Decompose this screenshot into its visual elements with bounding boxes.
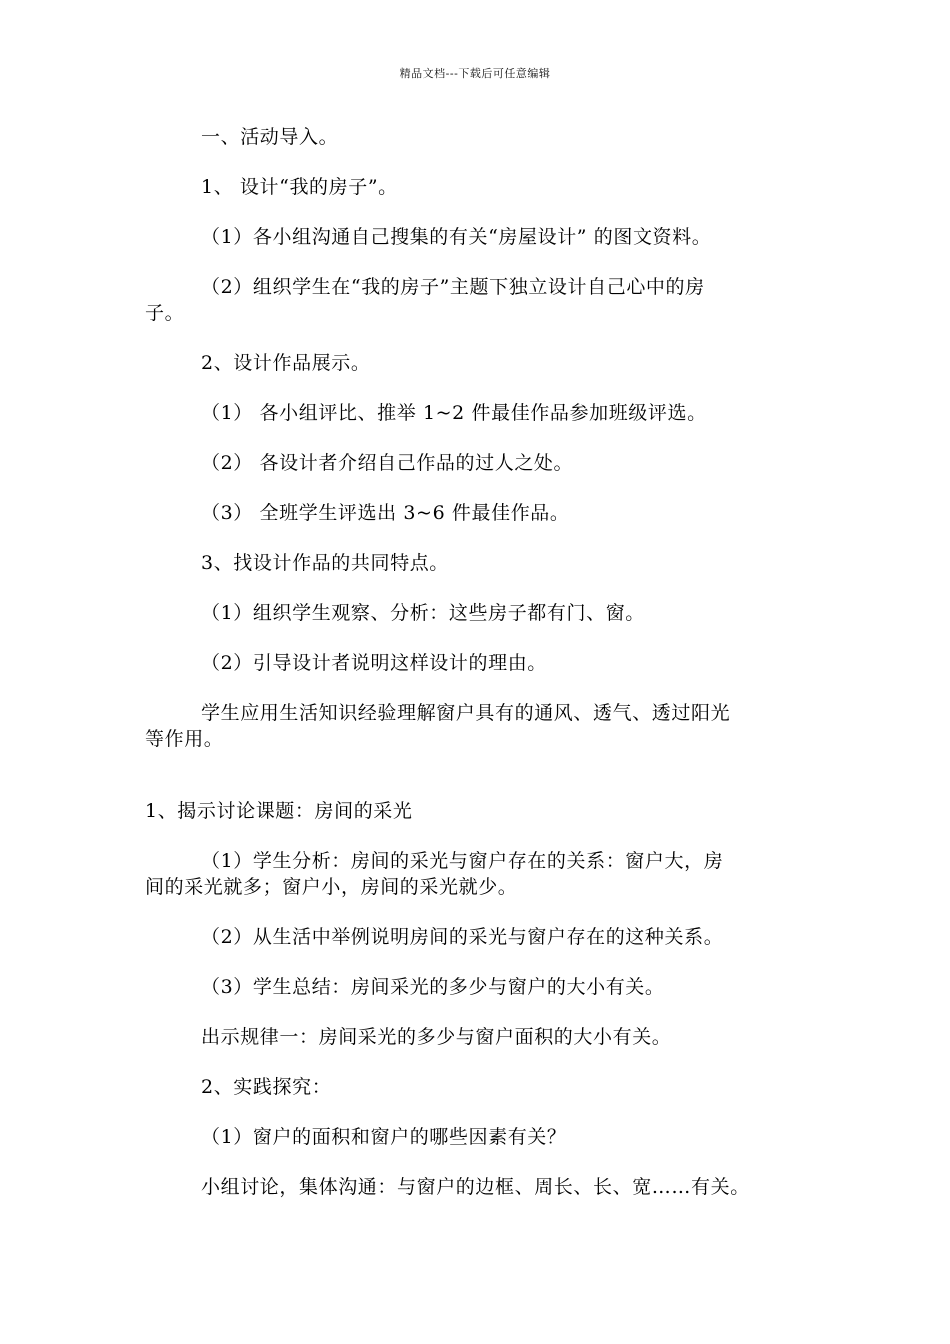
sub-item-2: （2）从生活中举例说明房间的采光与窗户存在的这种关系。 [201,926,724,948]
sub-item-1: （1）窗户的面积和窗户的哪些因素有关？ [201,1126,567,1148]
sub-item-2: （2）引导设计者说明这样设计的理由。 [201,652,547,674]
sub-item-2: （2）组织学生在“我的房子”主题下独立设计自己心中的房 [201,276,705,298]
sub-item-1: （1）学生分析：房间的采光与窗户存在的关系：窗户大，房 [201,850,724,872]
page-header: 精品文档---下载后可任意编辑 [399,67,551,80]
item-design-display: 2、设计作品展示。 [201,352,371,374]
sub-item-3: （3） 全班学生评选出 3~6 件最佳作品。 [201,502,570,524]
sub-item-1: （1） 各小组评比、推举 1~2 件最佳作品参加班级评选。 [201,402,707,424]
group-discussion: 小组讨论，集体沟通：与窗户的边框、周长、长、宽……有关。 [201,1176,750,1198]
sub-item-2: （2） 各设计者介绍自己作品的过人之处。 [201,452,574,474]
rule-one: 出示规律一：房间采光的多少与窗户面积的大小有关。 [201,1026,672,1048]
item-design-my-house: 1、 设计“我的房子”。 [201,176,398,198]
item-common-features: 3、找设计作品的共同特点。 [201,552,449,574]
paragraph-continued: 等作用。 [145,728,224,750]
sub-item-1: （1）各小组沟通自己搜集的有关“房屋设计” 的图文资料。 [201,226,712,248]
paragraph: 学生应用生活知识经验理解窗户具有的通风、透气、透过阳光 [201,702,731,724]
sub-item-2-continued: 子。 [145,302,185,324]
item-practice-explore: 2、实践探究： [201,1076,332,1098]
sub-item-1-continued: 间的采光就多；窗户小，房间的采光就少。 [145,876,518,898]
item-discussion-topic: 1、揭示讨论课题：房间的采光 [145,800,413,822]
section-heading-activity-intro: 一、活动导入。 [201,126,339,148]
sub-item-3: （3）学生总结：房间采光的多少与窗户的大小有关。 [201,976,665,998]
sub-item-1: （1）组织学生观察、分析：这些房子都有门、窗。 [201,602,645,624]
